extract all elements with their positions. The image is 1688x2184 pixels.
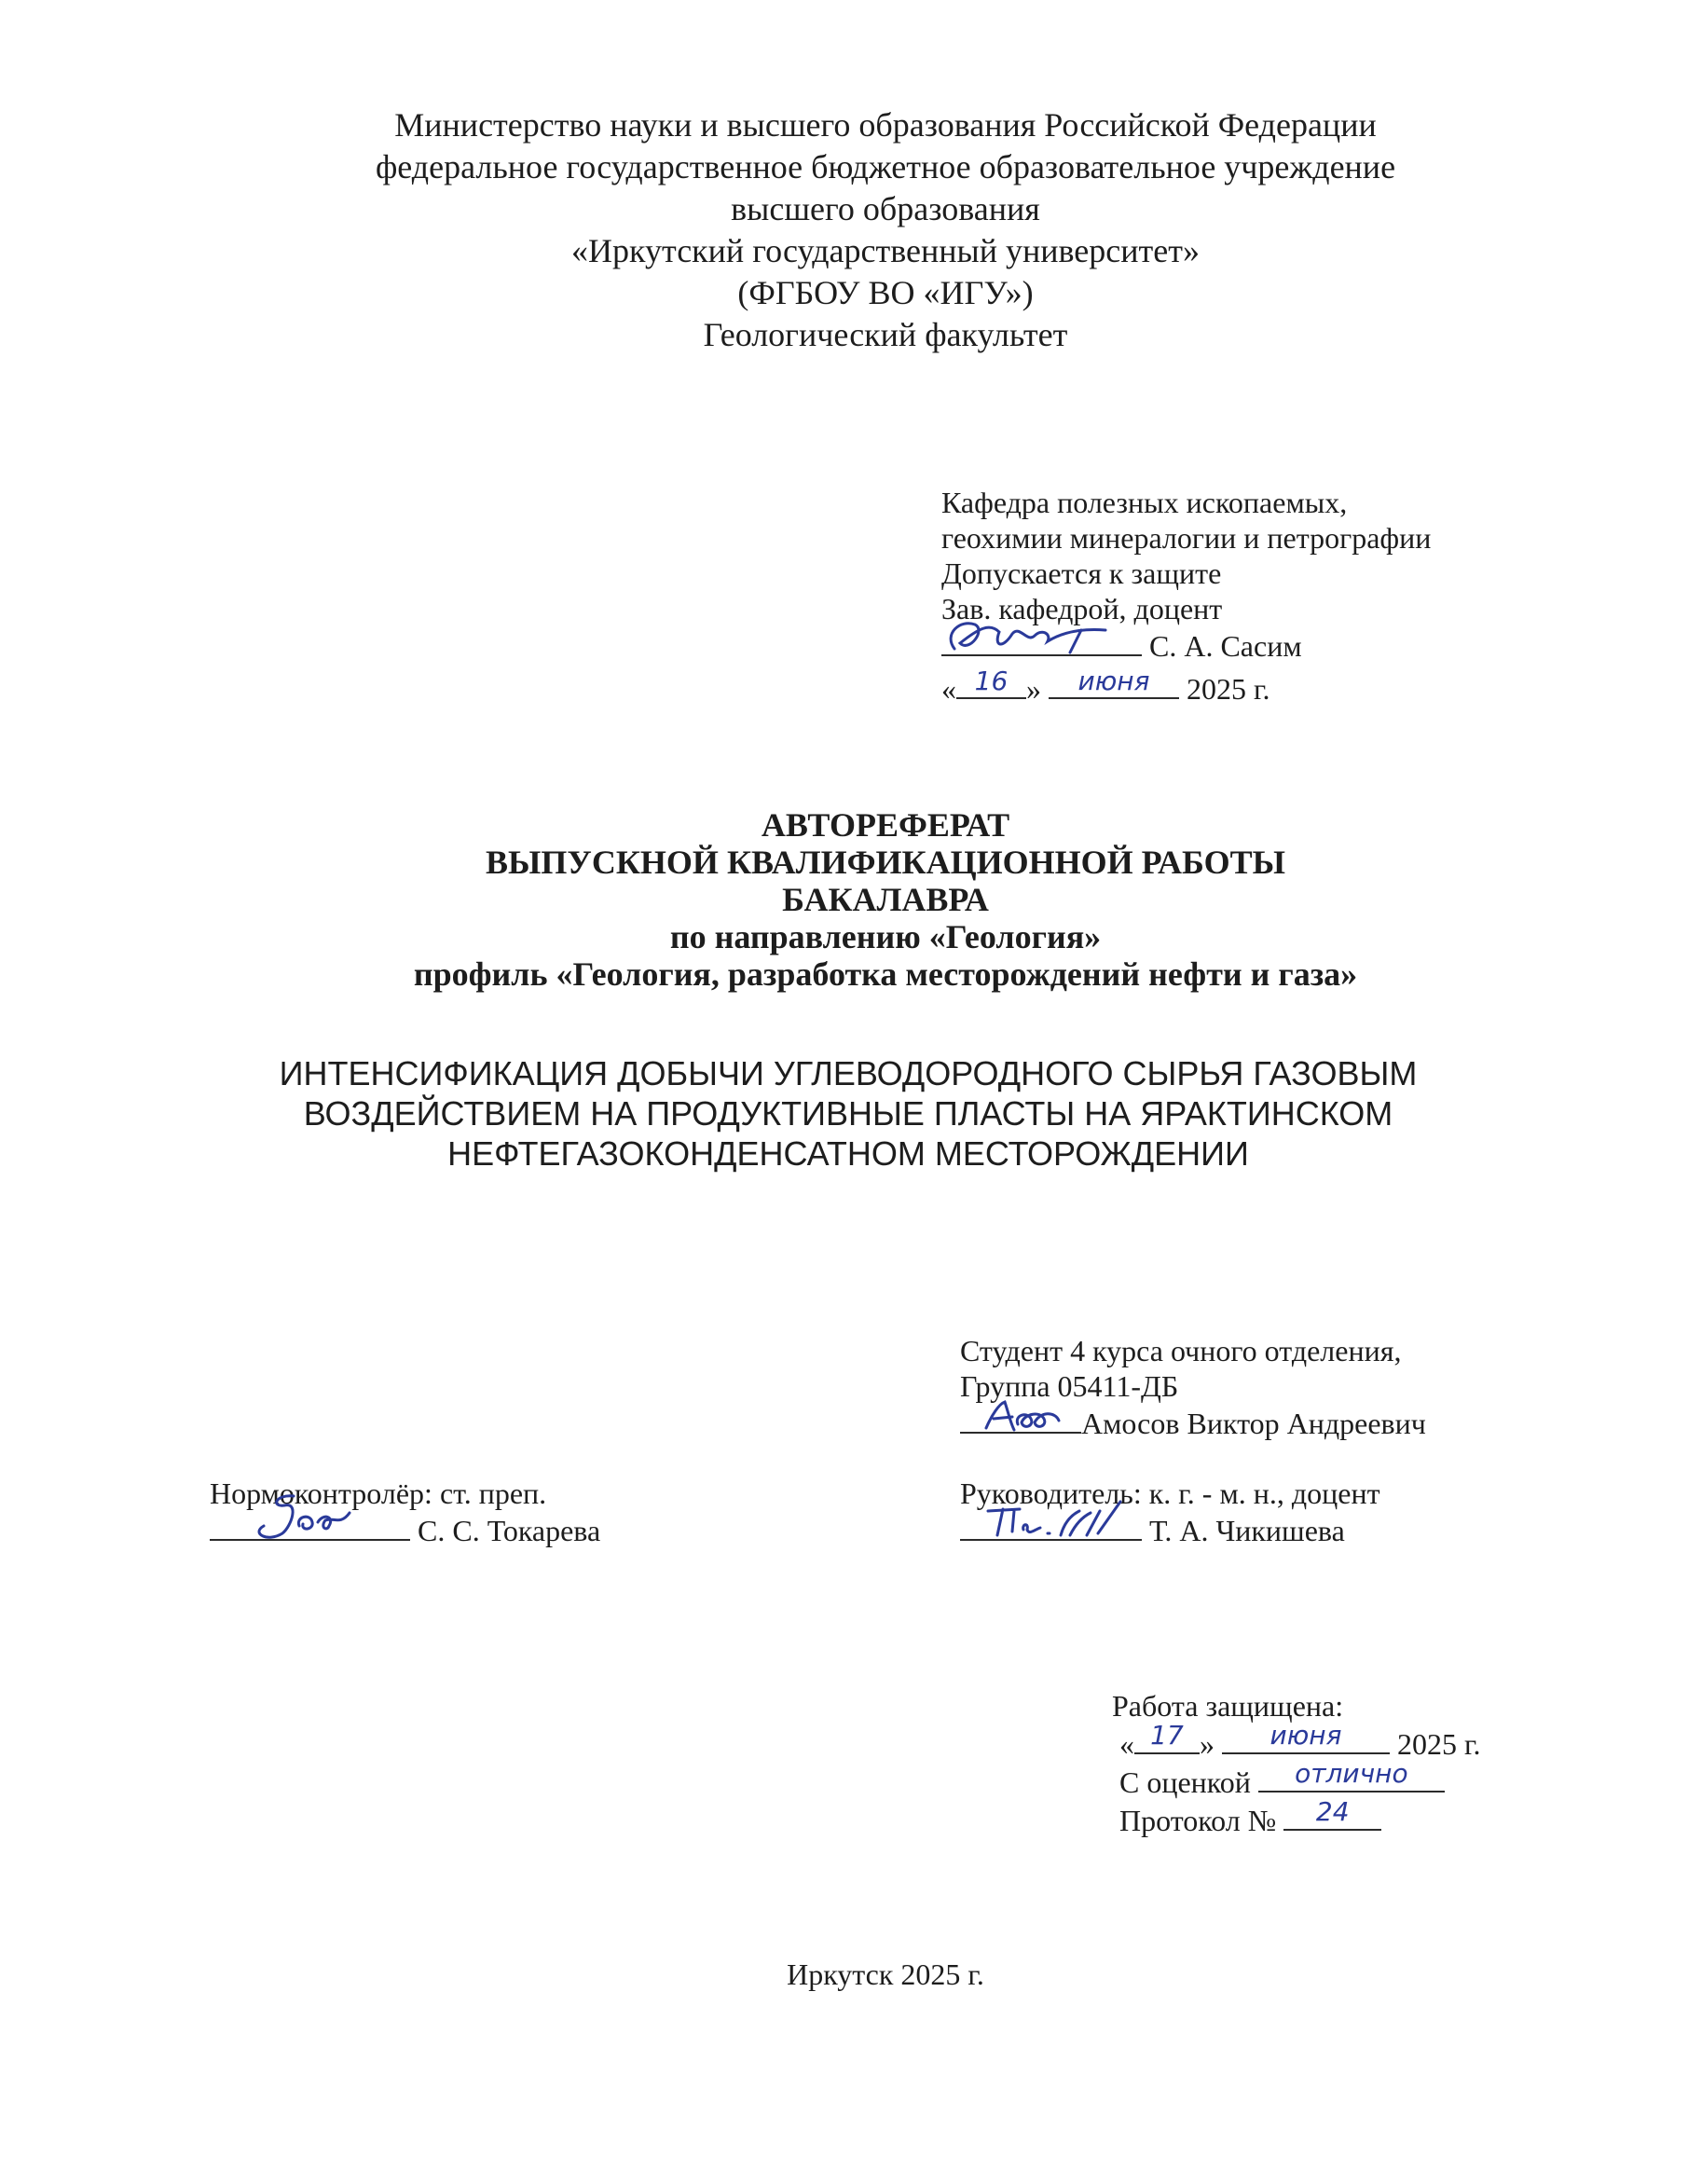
- admit-text: Допускается к защите: [941, 556, 1222, 590]
- institution-header: [280, 104, 1491, 356]
- signature-icon: [960, 1498, 1137, 1545]
- signature-icon: [941, 615, 1118, 660]
- signature-icon: [210, 1489, 396, 1545]
- date-year: 2025 г.: [1187, 672, 1270, 706]
- header-line: высшего образования: [731, 190, 1040, 227]
- normcontrol-block: [210, 1476, 600, 1548]
- supervisor-block: [960, 1476, 1380, 1548]
- title-line: профиль «Геология, разработка месторождений нефти и газа»: [413, 955, 1358, 993]
- header-line: «Иркутский государственный университет»: [571, 232, 1200, 269]
- title-line: ВЫПУСКНОЙ КВАЛИФИКАЦИОННОЙ РАБОТЫ: [486, 844, 1285, 881]
- defense-label: Работа защищена:: [1112, 1689, 1344, 1723]
- quote-open: «: [1119, 1727, 1134, 1761]
- date-month-field: [1049, 666, 1179, 699]
- topic-line: НЕФТЕГАЗОКОНДЕНСАТНОМ МЕСТОРОЖДЕНИИ: [447, 1134, 1249, 1173]
- defense-block: [1112, 1687, 1481, 1839]
- grade-label: С оценкой: [1119, 1765, 1251, 1799]
- grade-field: [1258, 1758, 1445, 1793]
- protocol-line: [1119, 1796, 1481, 1839]
- supervisor-label: Руководитель: к. г. - м. н., доцент: [960, 1477, 1380, 1510]
- date-month-field: [1222, 1720, 1390, 1754]
- signature-field: [960, 1404, 1081, 1434]
- date-year: 2025 г.: [1397, 1727, 1481, 1761]
- supervisor-signature-line: [960, 1511, 1380, 1548]
- student-block: [960, 1333, 1426, 1441]
- normcontrol-name: С. С. Токарева: [418, 1514, 601, 1547]
- student-course: Студент 4 курса очного отделения,: [960, 1334, 1402, 1367]
- thesis-topic: [214, 1053, 1482, 1174]
- normcontrol-signature-line: [210, 1511, 600, 1548]
- date-day-value: 17: [1150, 1720, 1184, 1751]
- document-title: [280, 806, 1491, 993]
- title-line: по направлению «Геология»: [669, 918, 1102, 955]
- quote-close: »: [1200, 1727, 1215, 1761]
- date-day-field: [1134, 1720, 1200, 1754]
- approval-date: [941, 666, 1431, 707]
- department-line: Кафедра полезных ископаемых,: [941, 486, 1348, 519]
- signature-field: [941, 626, 1142, 656]
- grade-value: отлично: [1295, 1758, 1408, 1789]
- date-month-value: июня: [1269, 1720, 1342, 1751]
- header-line: Геологический факультет: [703, 316, 1068, 353]
- protocol-field: [1283, 1796, 1381, 1831]
- protocol-value: 24: [1315, 1796, 1350, 1827]
- grade-line: [1119, 1758, 1481, 1801]
- city-year: Иркутск 2025 г.: [787, 1957, 984, 1991]
- quote-open: «: [941, 672, 956, 706]
- title-line: БАКАЛАВРА: [782, 881, 989, 918]
- date-day-value: 16: [974, 666, 1009, 696]
- topic-line: ИНТЕНСИФИКАЦИЯ ДОБЫЧИ УГЛЕВОДОРОДНОГО СЫРЬЯ ГАЗОВЫМ: [279, 1054, 1418, 1092]
- student-signature-line: [960, 1404, 1426, 1441]
- signature-icon: [960, 1396, 1072, 1437]
- header-line: (ФГБОУ ВО «ИГУ»): [737, 274, 1034, 311]
- header-line: федеральное государственное бюджетное образовательное учреждение: [375, 148, 1396, 185]
- header-line: Министерство науки и высшего образования Российской Федерации: [394, 106, 1377, 144]
- department-line: геохимии минералогии и петрографии: [941, 521, 1432, 555]
- date-month-value: июня: [1077, 666, 1150, 696]
- signature-field: [210, 1511, 410, 1541]
- topic-line: ВОЗДЕЙСТВИЕМ НА ПРОДУКТИВНЫЕ ПЛАСТЫ НА ЯРАКТИНСКОМ: [303, 1094, 1393, 1133]
- student-name: Амосов Виктор Андреевич: [1081, 1407, 1426, 1440]
- normcontrol-label: Нормоконтролёр: ст. преп.: [210, 1477, 547, 1510]
- approval-block: [941, 485, 1431, 707]
- title-line: АВТОРЕФЕРАТ: [761, 806, 1010, 844]
- supervisor-name: Т. А. Чикишева: [1149, 1514, 1345, 1547]
- quote-close: »: [1026, 672, 1041, 706]
- head-position: Зав. кафедрой, доцент: [941, 592, 1223, 625]
- head-name: С. А. Сасим: [1149, 629, 1302, 663]
- head-signature-line: [941, 626, 1431, 664]
- signature-field: [960, 1511, 1142, 1541]
- protocol-label: Протокол №: [1119, 1804, 1277, 1837]
- student-group: Группа 05411-ДБ: [960, 1369, 1179, 1403]
- date-day-field: [956, 666, 1026, 699]
